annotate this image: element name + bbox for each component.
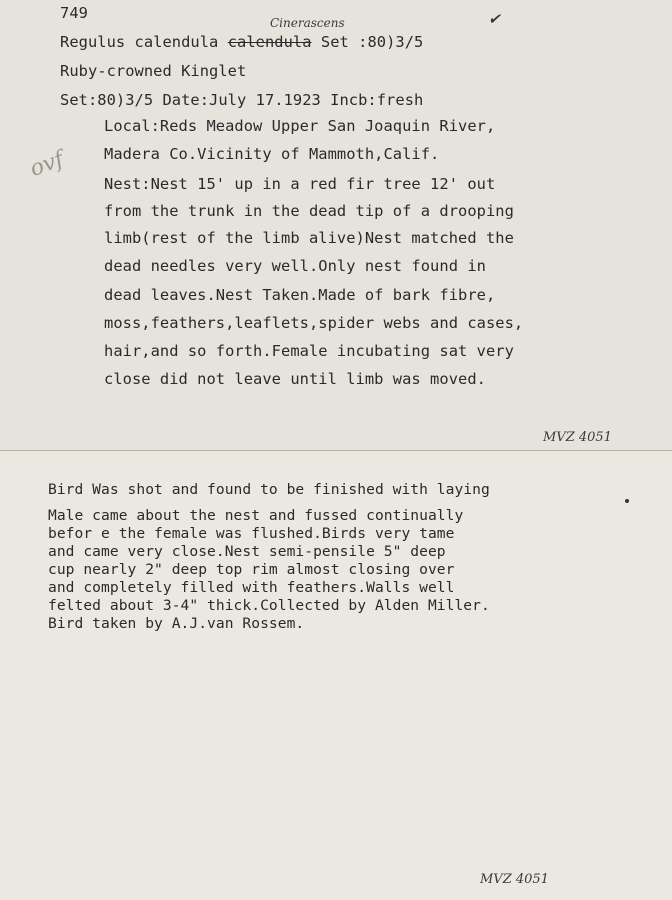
nest-line: moss,feathers,leaflets,spider webs and cases,: [104, 314, 524, 332]
card-back: [0, 451, 672, 900]
locality-line-1: Local:Reds Meadow Upper San Joaquin River,: [104, 117, 496, 135]
handwritten-subspecies: Cinerascens: [270, 16, 345, 30]
back-line: and came very close.Nest semi-pensile 5" deep: [48, 543, 446, 560]
locality-line-2: Madera Co.Vicinity of Mammoth,Calif.: [104, 145, 440, 163]
back-line: Male came about the nest and fussed continually: [48, 507, 464, 524]
species-scientific: Regulus calendula: [60, 33, 219, 51]
nest-line: hair,and so forth.Female incubating sat very: [104, 342, 514, 360]
back-line: felted about 3-4" thick.Collected by Alden Miller.: [48, 597, 490, 614]
nest-line: limb(rest of the limb alive)Nest matched the: [104, 229, 514, 247]
nest-line: dead leaves.Nest Taken.Made of bark fibre,: [104, 286, 496, 304]
catalog-number-bottom: MVZ 4051: [480, 872, 549, 887]
catalog-number-top: MVZ 4051: [543, 430, 612, 445]
pencil-margin-note: ovf: [26, 146, 68, 183]
species-set: Set :80)3/5: [320, 33, 424, 51]
species-struck: calendula: [227, 33, 312, 51]
back-line: befor e the female was flushed.Birds very tame: [48, 525, 455, 542]
ink-dot: [625, 499, 629, 503]
nest-line: close did not leave until limb was moved.: [104, 370, 486, 388]
back-line: cup nearly 2" deep top rim almost closing over: [48, 561, 455, 578]
nest-line: dead needles very well.Only nest found in: [104, 257, 486, 275]
nest-line: from the trunk in the dead tip of a drooping: [104, 202, 514, 220]
species-line: [60, 33, 423, 51]
back-line: Bird Was shot and found to be finished with laying: [48, 481, 490, 498]
nest-line: Nest:Nest 15' up in a red fir tree 12' out: [104, 175, 496, 193]
back-line: Bird taken by A.J.van Rossem.: [48, 615, 305, 632]
set-date-line: Set:80)3/5 Date:July 17.1923 Incb:fresh: [60, 91, 424, 109]
common-name: Ruby-crowned Kinglet: [60, 62, 247, 80]
back-line: and completely filled with feathers.Walls well: [48, 579, 455, 596]
check-mark-icon: ✔: [488, 10, 501, 28]
card-number: 749: [60, 4, 88, 22]
